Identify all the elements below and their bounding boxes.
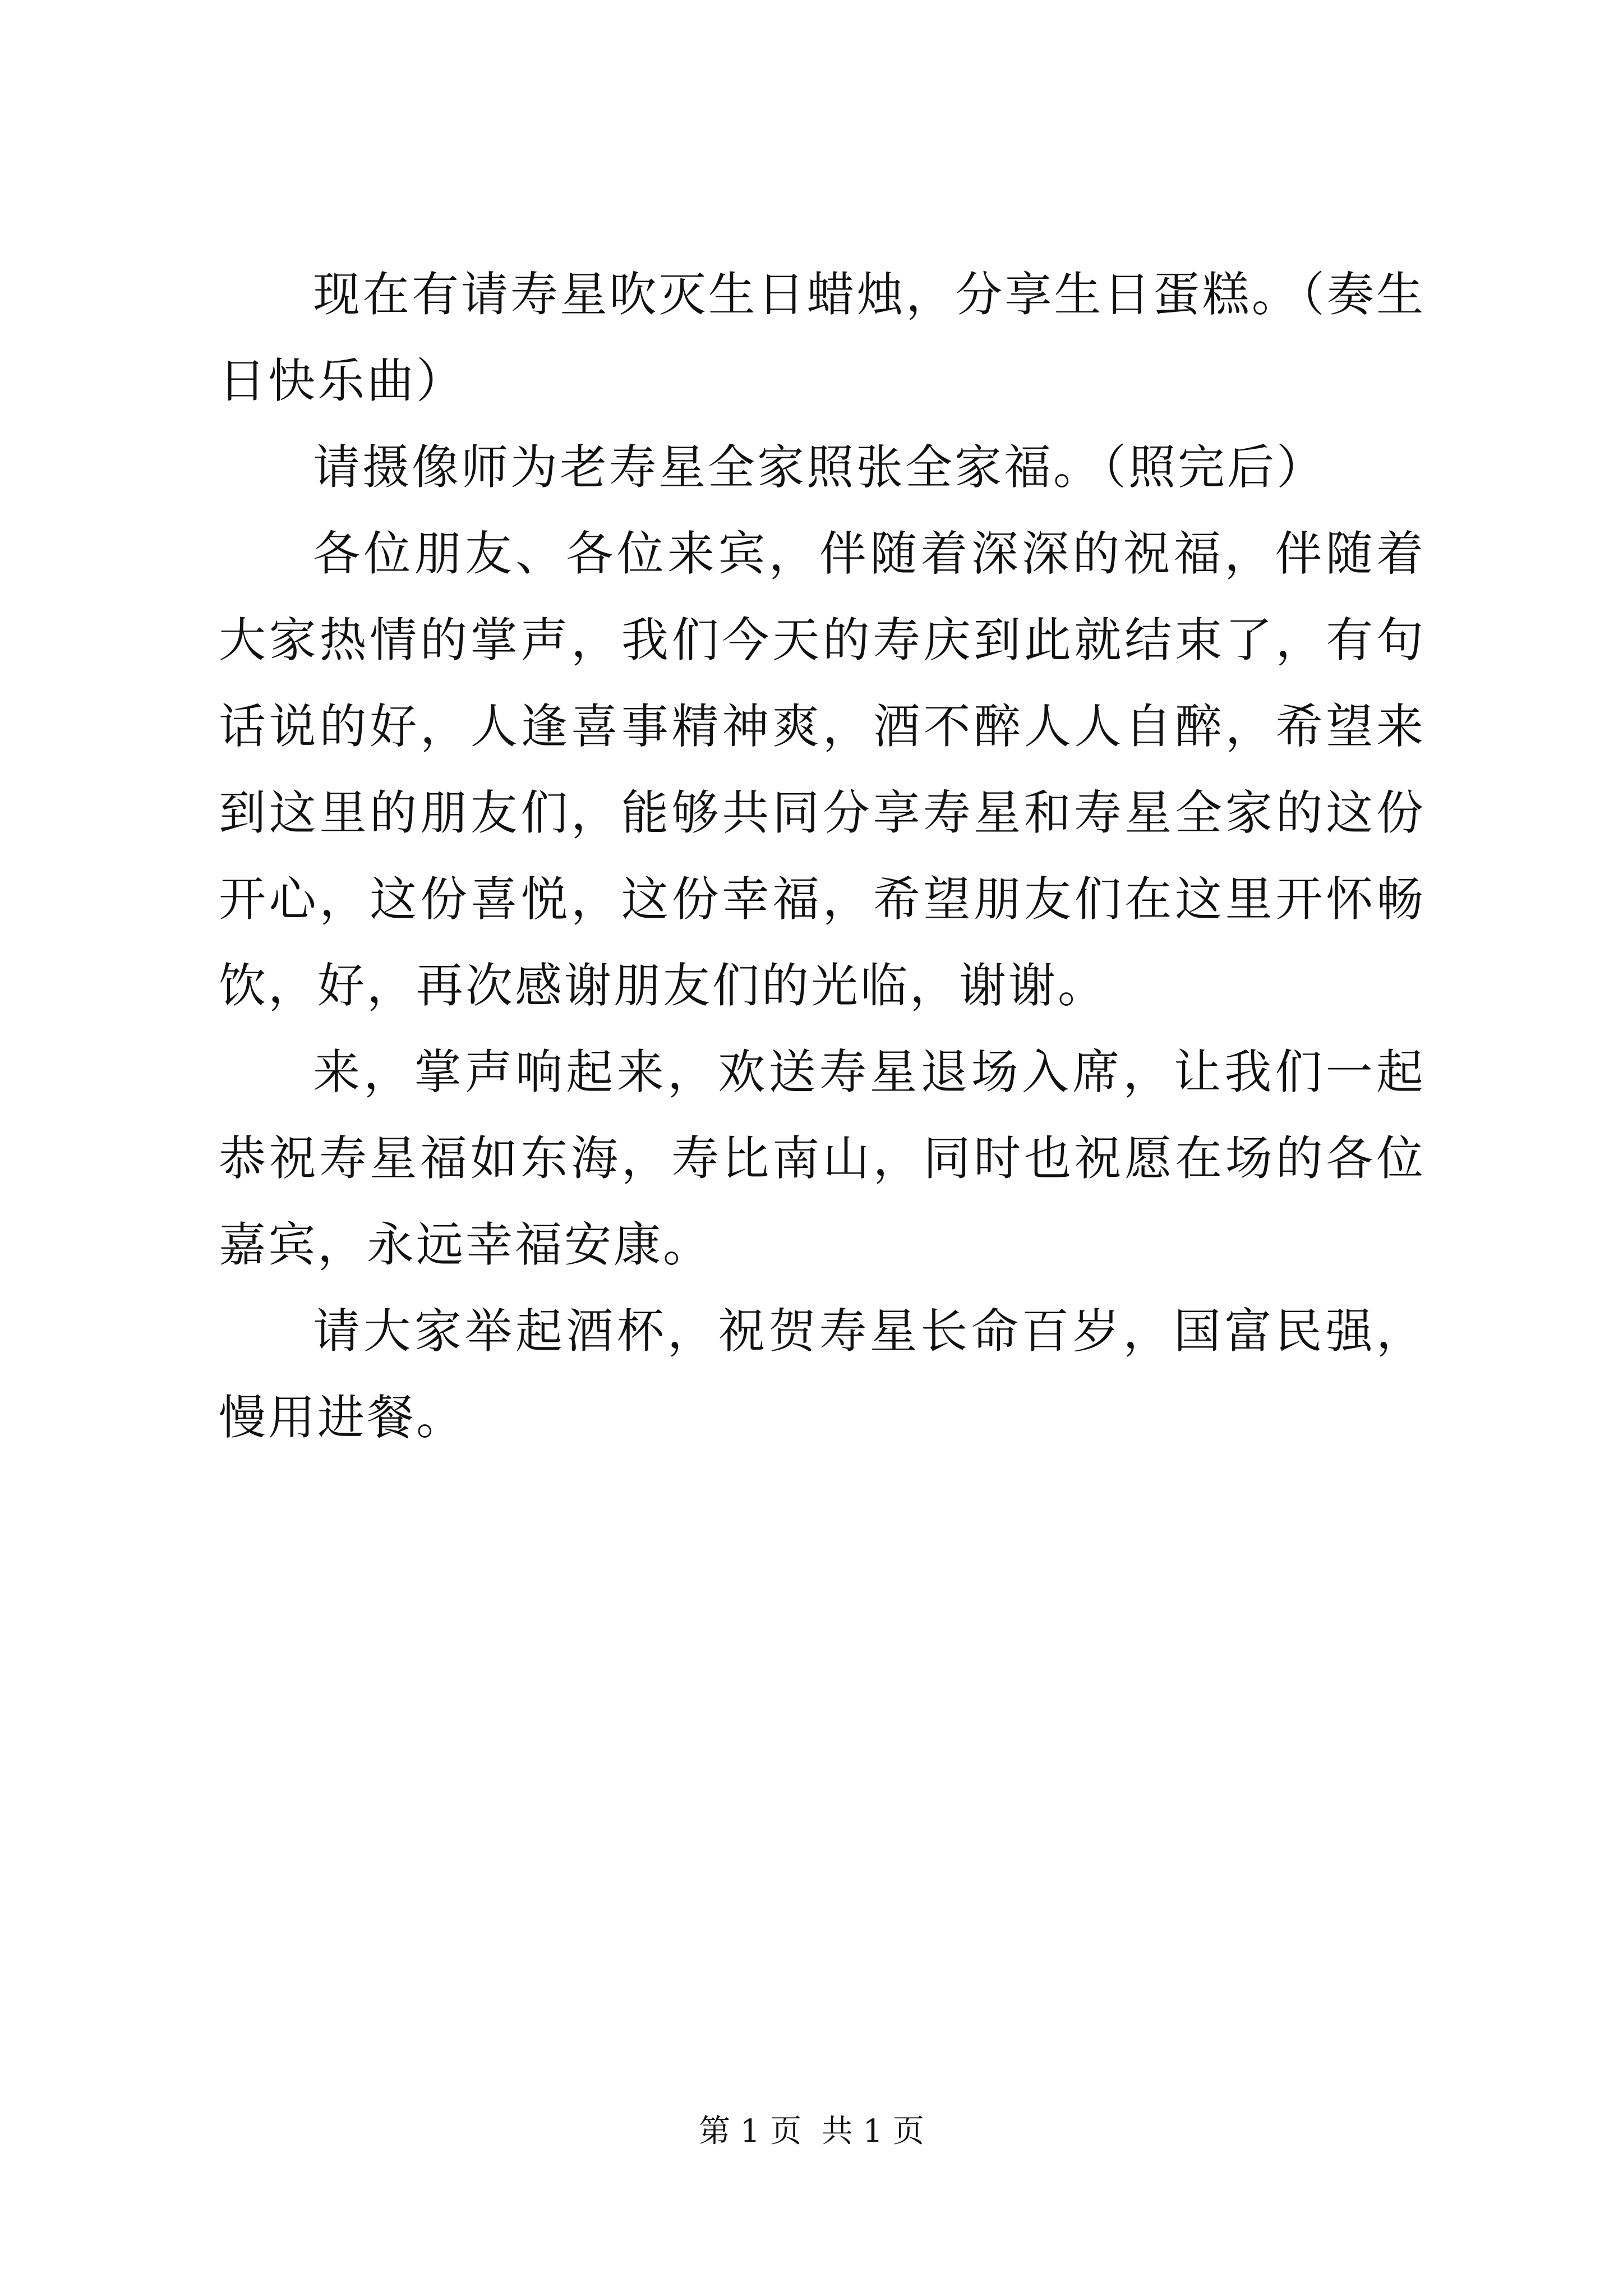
document-body: [219, 251, 1426, 1461]
page-footer: [0, 2109, 1623, 2154]
paragraph-3: 各位朋友、各位来宾，伴随着深深的祝福，伴随着大家热情的掌声，我们今天的寿庆到此就结束了，有句话说的好，人逢喜事精神爽，酒不醉人人自醉，希望来到这里的朋友们，能够共同分享寿星和寿星全家的这份开心，这份喜悦，这份幸福，希望朋友们在这里开怀畅饮，好，再次感谢朋友们的光临，谢谢。: [219, 526, 1426, 1013]
page-number-label: 第 1 页 共 1 页: [698, 2113, 925, 2150]
paragraph-2: 请摄像师为老寿星全家照张全家福。（照完后）: [313, 440, 1326, 495]
paragraph-5: 请大家举起酒杯，祝贺寿星长命百岁，国富民强，慢用进餐。: [219, 1304, 1426, 1445]
paragraph-1: 现在有请寿星吹灭生日蜡烛，分享生日蛋糕。（奏生日快乐曲）: [219, 267, 1426, 408]
paragraph-4: 来，掌声响起来，欢送寿星退场入席，让我们一起恭祝寿星福如东海，寿比南山，同时也祝愿在场的各位嘉宾，永远幸福安康。: [219, 1045, 1426, 1272]
